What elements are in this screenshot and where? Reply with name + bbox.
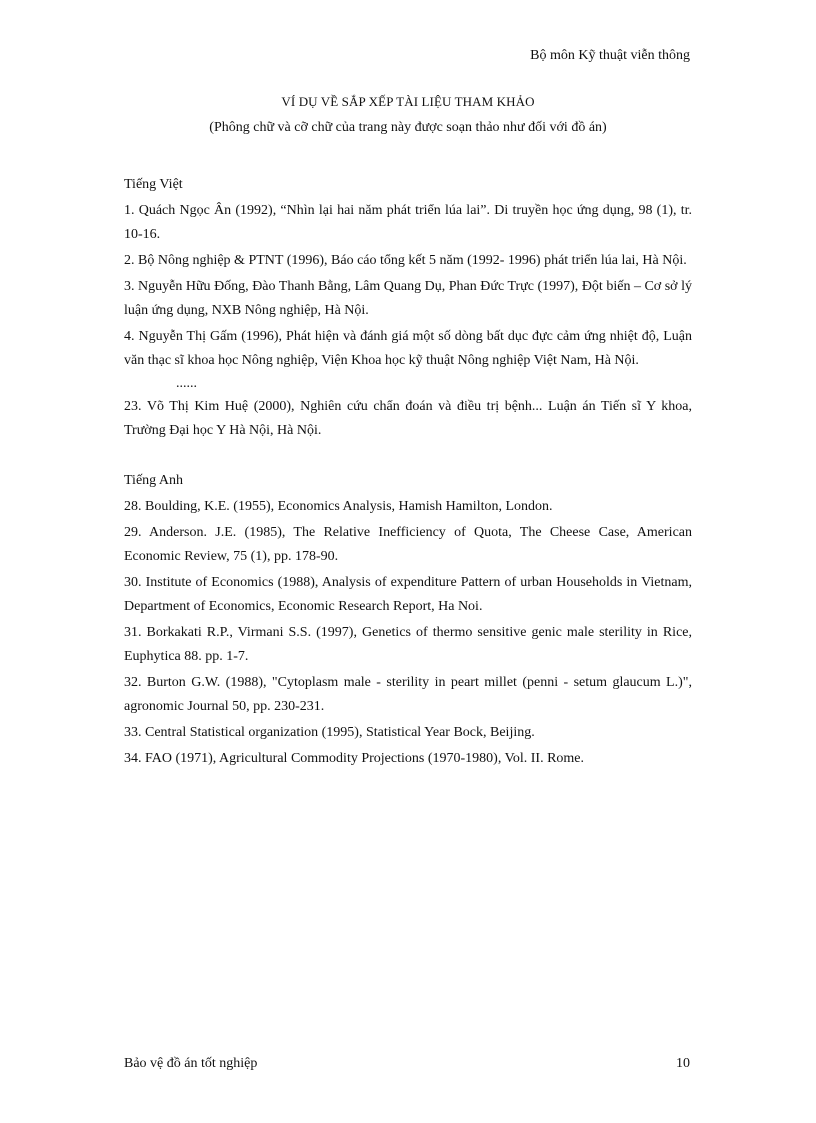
reference-item: 33. Central Statistical organization (1995), Statistical Year Bock, Beijing. — [124, 725, 535, 740]
reference-item: 23. Võ Thị Kim Huệ (2000), Nghiên cứu chẩn đoán và điều trị bệnh... Luận án Tiến sĩ Y khoa, Trường Đại học Y Hà Nội, Hà Nội. — [124, 399, 692, 438]
reference-list — [124, 173, 692, 773]
ellipsis: ...... — [176, 376, 197, 391]
reference-item: 2. Bộ Nông nghiệp & PTNT (1996), Báo cáo tổng kết 5 năm (1992- 1996) phát triển lúa lai, Hà Nội. — [124, 253, 687, 268]
page-number: 10 — [676, 1056, 690, 1071]
reference-item: 30. Institute of Economics (1988), Analysis of expenditure Pattern of urban Households in Vietnam, Department of Economics, Economic Research Report, Ha Noi. — [124, 575, 692, 614]
page-header: Bộ môn Kỹ thuật viễn thông — [530, 48, 690, 63]
footer-text: Bảo vệ đồ án tốt nghiệp — [124, 1056, 258, 1071]
section-heading-vietnamese: Tiếng Việt — [124, 177, 183, 192]
section-heading-english: Tiếng Anh — [124, 473, 184, 488]
page-footer — [124, 1056, 690, 1072]
page-title: VÍ DỤ VỀ SẮP XẾP TÀI LIỆU THAM KHẢO — [281, 94, 535, 109]
reference-item: 1. Quách Ngọc Ân (1992), “Nhìn lại hai năm phát triển lúa lai”. Di truyền học ứng dụng, 98 (1), tr. 10-16. — [124, 203, 692, 242]
reference-item: 34. FAO (1971), Agricultural Commodity Projections (1970-1980), Vol. II. Rome. — [124, 751, 585, 766]
reference-item: 32. Burton G.W. (1988), "Cytoplasm male - sterility in peart millet (penni - setum glaucum L.)", agronomic Journal 50, pp. 230-231. — [124, 675, 692, 714]
reference-item: 4. Nguyễn Thị Gấm (1996), Phát hiện và đánh giá một số dòng bất dục đực cảm ứng nhiệt độ, Luận văn thạc sĩ khoa học Nông nghiệp, Viện Khoa học kỹ thuật Nông nghiệp Việt Nam, Hà Nội. — [124, 329, 692, 368]
reference-item: 31. Borkakati R.P., Virmani S.S. (1997), Genetics of thermo sensitive genic male sterility in Rice, Euphytica 88. pp. 1-7. — [124, 625, 692, 664]
page-subtitle: (Phông chữ và cỡ chữ của trang này được soạn thảo như đối với đồ án) — [209, 120, 607, 135]
reference-item: 29. Anderson. J.E. (1985), The Relative Inefficiency of Quota, The Cheese Case, American Economic Review, 75 (1), pp. 178-90. — [124, 525, 692, 564]
reference-item: 3. Nguyễn Hữu Đống, Đào Thanh Bằng, Lâm Quang Dụ, Phan Đức Trực (1997), Đột biến – Cơ sở lý luận ứng dụng, NXB Nông nghiệp, Hà Nội. — [124, 279, 692, 318]
reference-item: 28. Boulding, K.E. (1955), Economics Analysis, Hamish Hamilton, London. — [124, 499, 553, 514]
section-spacer — [124, 445, 692, 469]
